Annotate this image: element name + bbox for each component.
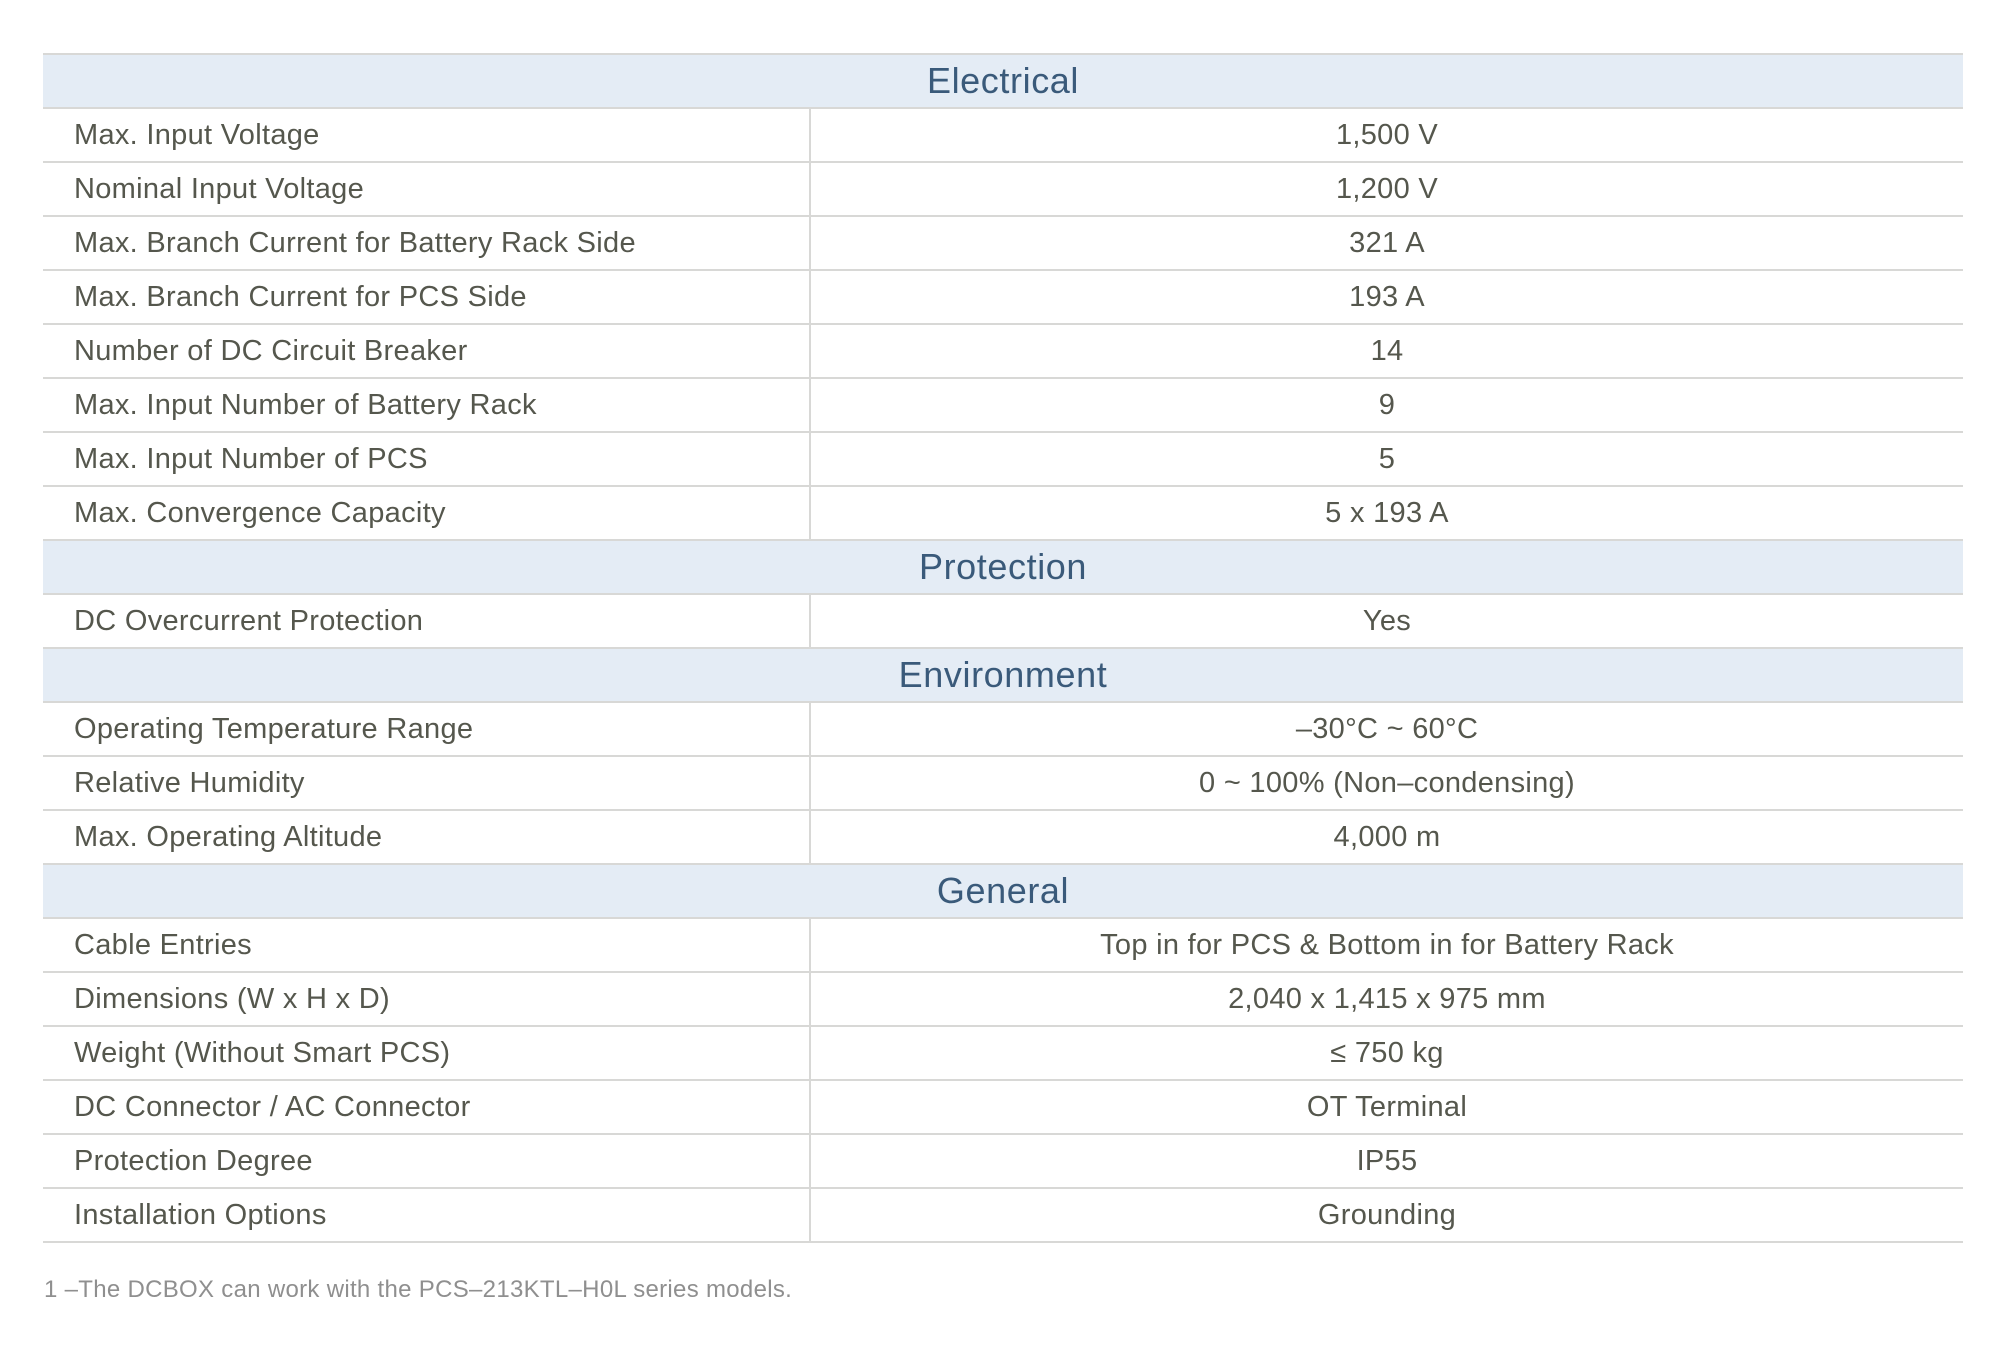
row-label: DC Connector / AC Connector — [43, 1081, 811, 1133]
row-value: 4,000 m — [1333, 820, 1441, 853]
table-row — [43, 217, 1963, 271]
table-row — [43, 757, 1963, 811]
row-value: 5 — [1378, 442, 1396, 475]
table-row — [43, 271, 1963, 325]
row-label: Max. Branch Current for Battery Rack Side — [43, 217, 811, 269]
section-title: Electrical — [926, 60, 1080, 101]
section-header — [43, 541, 1963, 595]
table-row — [43, 703, 1963, 757]
row-value: Grounding — [1317, 1198, 1457, 1231]
table-row — [43, 1135, 1963, 1189]
row-label: Max. Input Voltage — [43, 109, 811, 161]
row-label: Dimensions (W x H x D) — [43, 973, 811, 1025]
row-value: 321 A — [1349, 226, 1425, 259]
row-label: Cable Entries — [43, 919, 811, 971]
row-value: Top in for PCS & Bottom in for Battery Rack — [1100, 928, 1674, 961]
row-label: Operating Temperature Range — [43, 703, 811, 755]
row-value: 5 x 193 A — [1325, 496, 1449, 529]
row-value: 9 — [1378, 388, 1396, 421]
row-value: –30°C ~ 60°C — [1295, 712, 1479, 745]
table-row — [43, 973, 1963, 1027]
table-row — [43, 487, 1963, 541]
table-row — [43, 325, 1963, 379]
table-row — [43, 1027, 1963, 1081]
row-label: Max. Convergence Capacity — [43, 487, 811, 539]
row-label: Number of DC Circuit Breaker — [43, 325, 811, 377]
row-label: Max. Branch Current for PCS Side — [43, 271, 811, 323]
table-row — [43, 1081, 1963, 1135]
row-value: Yes — [1362, 604, 1412, 637]
table-section — [43, 541, 1963, 649]
table-section — [43, 649, 1963, 865]
spec-table — [43, 53, 1963, 1243]
row-value: 0 ~ 100% (Non–condensing) — [1199, 766, 1575, 799]
table-section — [43, 865, 1963, 1243]
section-header — [43, 55, 1963, 109]
table-row — [43, 433, 1963, 487]
table-row — [43, 595, 1963, 649]
table-section — [43, 55, 1963, 541]
row-label: Max. Input Number of Battery Rack — [43, 379, 811, 431]
table-row — [43, 109, 1963, 163]
section-header — [43, 649, 1963, 703]
row-label: Installation Options — [43, 1189, 811, 1241]
table-row — [43, 163, 1963, 217]
row-label: DC Overcurrent Protection — [43, 595, 811, 647]
table-row — [43, 1189, 1963, 1243]
row-value: 2,040 x 1,415 x 975 mm — [1228, 982, 1546, 1015]
row-label: Nominal Input Voltage — [43, 163, 811, 215]
row-value: ≤ 750 kg — [1330, 1036, 1444, 1069]
section-title: General — [936, 870, 1070, 911]
row-value: 1,200 V — [1335, 172, 1439, 205]
row-label: Max. Operating Altitude — [43, 811, 811, 863]
row-value: 193 A — [1349, 280, 1425, 313]
row-value: OT Terminal — [1306, 1090, 1468, 1123]
row-value: 14 — [1370, 334, 1404, 367]
section-header — [43, 865, 1963, 919]
row-label: Relative Humidity — [43, 757, 811, 809]
row-label: Protection Degree — [43, 1135, 811, 1187]
table-row — [43, 379, 1963, 433]
footnote: 1 –The DCBOX can work with the PCS–213KTL–H0L series models. — [44, 1276, 793, 1303]
row-value: IP55 — [1356, 1144, 1418, 1177]
row-label: Weight (Without Smart PCS) — [43, 1027, 811, 1079]
table-row — [43, 919, 1963, 973]
row-value: 1,500 V — [1335, 118, 1439, 151]
table-row — [43, 811, 1963, 865]
section-title: Protection — [918, 546, 1088, 587]
row-label: Max. Input Number of PCS — [43, 433, 811, 485]
section-title: Environment — [898, 654, 1108, 695]
